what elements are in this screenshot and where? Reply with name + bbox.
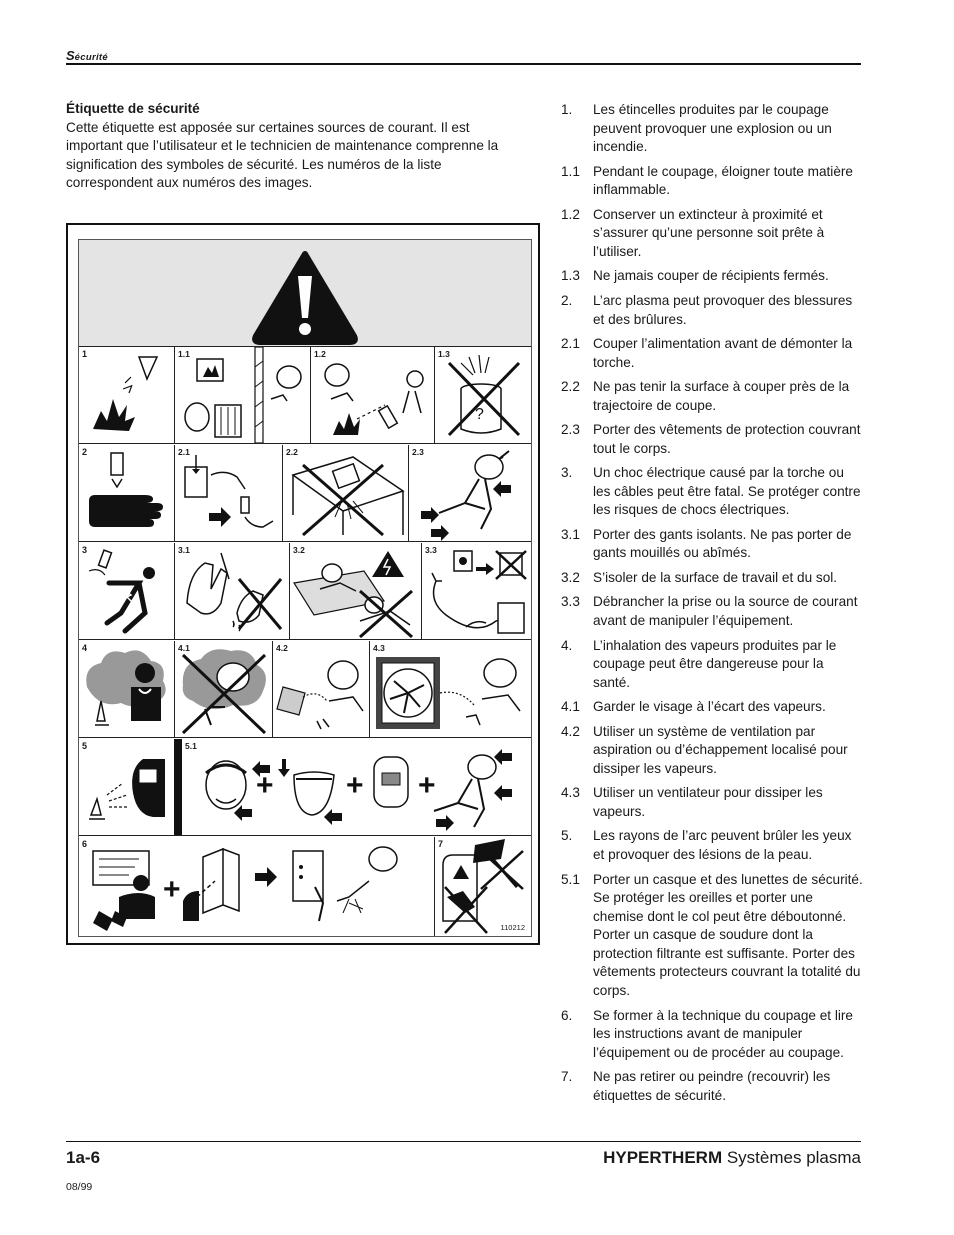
list-item-number: 6. [561, 1007, 573, 1023]
label-row-5 [79, 739, 531, 836]
label-cell-4-2 [272, 641, 369, 737]
list-item [561, 378, 863, 415]
training-icon [79, 837, 434, 936]
label-cell-1 [79, 347, 174, 443]
list-item [561, 163, 863, 200]
list-item-number: 1.1 [561, 163, 580, 179]
label-cell-1-3 [434, 347, 531, 443]
section-header [66, 48, 108, 63]
list-item-text: Ne pas retirer ou peindre (recouvrir) les étiquettes de sécurité. [593, 1069, 831, 1103]
list-item-number: 2. [561, 292, 573, 308]
list-item [561, 871, 863, 1001]
list-item-text: Porter des vêtements de protection couvrant tout le corps. [593, 422, 861, 456]
list-item-number: 4.2 [561, 723, 580, 739]
brand-name: HYPERTHERM [603, 1148, 723, 1167]
list-item-text: Les rayons de l’arc peuvent brûler les yeux et provoquer des lésions de la peau. [593, 828, 852, 863]
burn-hand-icon [79, 445, 174, 541]
list-item [561, 1007, 863, 1063]
list-item [561, 569, 863, 588]
label-cell-7 [434, 837, 531, 936]
list-item-number: 3.3 [561, 594, 580, 610]
label-cell-3-2 [289, 543, 421, 639]
cell-number: 4.1 [178, 643, 190, 653]
section-header-initial: S [66, 48, 75, 63]
list-item [561, 464, 863, 520]
list-item-text: Utiliser un ventilateur pour dissiper les vapeurs. [593, 785, 823, 819]
cell-number: 4 [82, 643, 88, 653]
list-item-text: Se former à la technique du coupage et lire les instructions avant de manipuler l’équipement ou de procéder au coupage. [593, 1007, 853, 1060]
list-item-text: Un choc électrique causé par la torche ou les câbles peut être fatal. Se protéger contre les risques de chocs électriques. [593, 465, 861, 518]
list-item-text: Pendant le coupage, éloigner toute matière inflammable. [593, 163, 853, 198]
label-part-number: 110212 [500, 923, 525, 932]
fan-icon [370, 641, 532, 737]
list-item-number: 5.1 [561, 871, 580, 887]
label-cell-5-1 [174, 739, 531, 835]
page-number: 1a-6 [66, 1148, 101, 1167]
cell-number: 1.1 [178, 349, 190, 359]
list-item-text: Utiliser un système de ventilation par aspiration ou d’échappement localisé pour dissiper les vapeurs. [593, 723, 848, 776]
list-item [561, 267, 863, 286]
list-item-text: Ne jamais couper de récipients fermés. [593, 268, 829, 284]
list-item-number: 2.1 [561, 335, 580, 351]
list-item [561, 1068, 863, 1105]
ventilation-icon [273, 641, 370, 737]
list-item-number: 2.2 [561, 379, 580, 395]
list-item-number: 4. [561, 637, 573, 653]
header-rule [66, 63, 861, 65]
label-cell-1-2 [310, 347, 434, 443]
svg-text:+: + [418, 769, 436, 802]
label-cell-3 [79, 543, 174, 639]
cell-number: 5 [82, 741, 88, 751]
cell-number: 3.1 [178, 545, 190, 555]
label-cell-1-1 [174, 347, 310, 443]
insulation-icon [290, 543, 422, 639]
svg-text:?: ? [475, 406, 484, 423]
list-item [561, 637, 863, 693]
label-cell-5 [79, 739, 174, 835]
list-item [561, 101, 863, 157]
list-item-text: Porter un casque et des lunettes de sécurité. Se protéger les oreilles et porter une chemise dont le col peut être déboutonné. Porter un casque de soudure dont la protection filtrante est suffisante. Porter des vêtements protecteurs couvrant la totalité du corps. [593, 871, 863, 999]
list-item-text: Porter des gants isolants. Ne pas porter de gants mouillés ou abîmés. [593, 526, 852, 561]
cell-number: 2.3 [412, 447, 424, 457]
safety-label-panel [78, 239, 532, 937]
cell-number: 2.1 [178, 447, 190, 457]
cell-number: 4.2 [276, 643, 288, 653]
label-cell-4-3 [369, 641, 531, 737]
footer-brand [603, 1148, 861, 1168]
section-header-rest: écurité [74, 52, 108, 63]
label-cell-6 [79, 837, 434, 936]
cell-number: 2.2 [286, 447, 298, 457]
cell-number: 1 [82, 349, 88, 359]
list-item-text: Ne pas tenir la surface à couper près de la trajectoire de coupe. [593, 379, 850, 413]
label-row-1 [79, 347, 531, 444]
footer-rule [66, 1141, 861, 1142]
list-item-number: 1.3 [561, 268, 580, 284]
cell-number: 5.1 [185, 741, 197, 751]
list-item [561, 827, 863, 864]
svg-text:+: + [163, 873, 181, 906]
label-cell-4 [79, 641, 174, 737]
list-item-number: 1. [561, 102, 573, 117]
list-item [561, 421, 863, 458]
list-item [561, 593, 863, 630]
label-removal-icon [435, 837, 532, 936]
svg-text:+: + [256, 769, 274, 802]
label-row-4 [79, 641, 531, 738]
list-item-number: 1.2 [561, 206, 580, 222]
safety-label-figure [66, 223, 540, 945]
list-item [561, 206, 863, 262]
list-item-number: 4.1 [561, 699, 580, 715]
cell-number: 7 [438, 839, 444, 849]
list-item-text: Les étincelles produites par le coupage peuvent provoquer une explosion ou un incendie. [593, 102, 832, 155]
list-item-number: 4.3 [561, 785, 580, 801]
safety-gear-icon [182, 739, 531, 835]
cell-number: 1.2 [314, 349, 326, 359]
list-item-text: L’inhalation des vapeurs produites par le coupage peut être dangereuse pour la santé. [593, 637, 837, 690]
cell-number: 2 [82, 447, 88, 457]
warning-band [79, 240, 531, 347]
label-row-2 [79, 445, 531, 542]
list-item-text: Couper l’alimentation avant de démonter la torche. [593, 335, 853, 370]
list-item [561, 698, 863, 717]
intro-body: Cette étiquette est apposée sur certaines sources de courant. Il est important que l’utilisateur et le technicien de maintenance comprenne la signification des symboles de sécurité. Les numéros de la liste correspondent aux numéros des images. [66, 119, 499, 191]
list-item-text: S’isoler de la surface de travail et du sol. [593, 569, 838, 585]
label-cell-2-1 [174, 445, 282, 541]
list-item [561, 723, 863, 779]
label-cell-2-3 [408, 445, 531, 541]
cell-number: 3 [82, 545, 88, 555]
label-row-3 [79, 543, 531, 640]
protective-clothing-icon [409, 445, 532, 541]
list-item-number: 2.3 [561, 422, 580, 438]
fire-extinguisher-icon [311, 347, 435, 443]
svg-text:+: + [346, 769, 364, 802]
label-cell-3-1 [174, 543, 289, 639]
cell-number: 3.2 [293, 545, 305, 555]
insulated-gloves-icon [175, 543, 290, 639]
list-item-number: 5. [561, 828, 573, 844]
list-item-number: 3.2 [561, 569, 580, 585]
list-item-text: Conserver un extincteur à proximité et s’assurer qu’une personne soit prête à l’utiliser. [593, 206, 825, 259]
intro-title: Étiquette de sécurité [66, 101, 200, 116]
warning-triangle-icon [79, 240, 531, 346]
unplug-icon [422, 543, 532, 639]
list-item [561, 526, 863, 563]
list-item [561, 335, 863, 372]
intro-block [66, 100, 506, 193]
flammable-material-icon [175, 347, 311, 443]
face-away-fumes-icon [175, 641, 273, 737]
list-item-number: 3.1 [561, 526, 580, 542]
explosion-icon [79, 347, 174, 443]
arc-rays-icon [79, 739, 174, 835]
label-row-6 [79, 837, 531, 936]
electric-shock-icon [79, 543, 174, 639]
label-cell-2-2 [282, 445, 408, 541]
power-off-icon [175, 445, 283, 541]
fumes-icon [79, 641, 174, 737]
list-item-number: 3. [561, 465, 573, 481]
revision-date: 08/99 [66, 1181, 93, 1193]
brand-suffix: Systèmes plasma [722, 1148, 861, 1167]
closed-container-icon [435, 347, 532, 443]
cell-number: 6 [82, 839, 88, 849]
label-cell-4-1 [174, 641, 272, 737]
list-item-text: Garder le visage à l’écart des vapeurs. [593, 699, 826, 715]
label-cell-3-3 [421, 543, 531, 639]
cell-number: 4.3 [373, 643, 385, 653]
label-cell-2 [79, 445, 174, 541]
list-item-number: 7. [561, 1069, 573, 1085]
list-item-text: L’arc plasma peut provoquer des blessures et des brûlures. [593, 292, 853, 327]
list-item [561, 784, 863, 821]
list-item-text: Débrancher la prise ou la source de courant avant de manipuler l’équipement. [593, 594, 858, 629]
safety-list [561, 101, 863, 1111]
cell-number: 3.3 [425, 545, 437, 555]
hand-near-cut-icon [283, 445, 409, 541]
cell-number: 1.3 [438, 349, 450, 359]
list-item [561, 292, 863, 329]
